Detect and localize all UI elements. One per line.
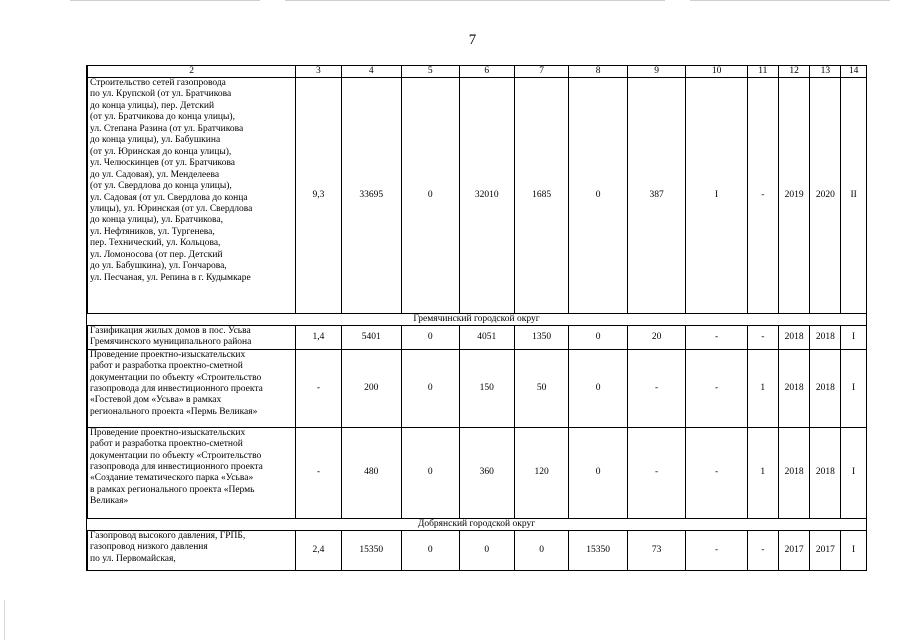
cell-value: 0 — [569, 427, 628, 518]
row-description — [88, 326, 296, 350]
cell-value: 2,4 — [296, 530, 341, 570]
description-line: Гремячинского муниципального района — [90, 337, 252, 348]
cell-value: I — [841, 427, 867, 518]
scan-edge-line — [690, 0, 890, 1]
description-line: Проведение проектно-изыскательских — [90, 349, 246, 360]
description-line: документации по объекту «Строительство — [90, 450, 262, 461]
description-line: Великая» — [90, 496, 129, 507]
cell-value: - — [296, 349, 341, 427]
column-number: 14 — [841, 66, 867, 78]
section-title: Добрянский городской округ — [87, 518, 867, 530]
column-number: 6 — [459, 66, 514, 78]
description-line: в рамках регионального проекта «Пермь — [90, 484, 255, 495]
cell-value: - — [686, 326, 748, 350]
description-line: ул. Нефтяников, ул. Тургенева, — [90, 226, 215, 237]
column-number: 10 — [686, 66, 748, 78]
cell-value: - — [627, 427, 686, 518]
section-header-row — [87, 314, 867, 326]
cell-value: 0 — [459, 530, 514, 570]
cell-value: 2020 — [810, 78, 841, 314]
column-number: 3 — [296, 66, 341, 78]
column-number: 4 — [341, 66, 402, 78]
description-line: «Гостевой дом «Усьва» в рамках — [90, 395, 222, 406]
description-line: «Создание тематического парка «Усьва» — [90, 473, 254, 484]
gas-pipeline-table — [86, 65, 867, 571]
description-line: ул. Степана Разина (от ул. Братчикова — [90, 123, 244, 134]
cell-value: 9,3 — [296, 78, 341, 314]
cell-value: 0 — [402, 326, 459, 350]
cell-value: 0 — [569, 78, 628, 314]
cell-value: 0 — [402, 427, 459, 518]
description-line: пер. Технический, ул. Кольцова, — [90, 238, 221, 249]
column-number: 13 — [810, 66, 841, 78]
description-line: ул. Челюскинцев (от ул. Братчикова — [90, 158, 236, 169]
cell-value: 387 — [627, 78, 686, 314]
cell-value: 73 — [627, 530, 686, 570]
description-line: документации по объекту «Строительство — [90, 372, 262, 383]
cell-value: 480 — [341, 427, 402, 518]
cell-value: 5401 — [341, 326, 402, 350]
cell-value: 1350 — [514, 326, 568, 350]
cell-value: 2018 — [810, 326, 841, 350]
cell-value: 2018 — [810, 427, 841, 518]
cell-value: 1,4 — [296, 326, 341, 350]
cell-value: 0 — [514, 530, 568, 570]
cell-value: 1685 — [514, 78, 568, 314]
cell-value: I — [686, 78, 748, 314]
column-number: 5 — [402, 66, 459, 78]
column-number: 9 — [627, 66, 686, 78]
column-number: 7 — [514, 66, 568, 78]
cell-value: 0 — [402, 349, 459, 427]
cell-value: - — [686, 349, 748, 427]
cell-value: 4051 — [459, 326, 514, 350]
description-line: по ул. Крупской (от ул. Братчикова — [90, 89, 232, 100]
page-number: 7 — [468, 32, 477, 48]
cell-value: I — [841, 530, 867, 570]
cell-value: 0 — [569, 349, 628, 427]
cell-value: 120 — [514, 427, 568, 518]
description-line: (от ул. Свердлова до конца улицы), — [90, 181, 232, 192]
scan-edge-line — [70, 0, 260, 1]
cell-value: 2018 — [810, 349, 841, 427]
row-description — [88, 530, 296, 570]
description-line: до конца улицы), ул. Бабушкина — [90, 135, 221, 146]
description-line: ул. Песчаная, ул. Репина в г. Кудымкаре — [90, 272, 251, 283]
description-line: Газопровод высокого давления, ГРПБ, — [90, 530, 246, 541]
cell-value: - — [627, 349, 686, 427]
description-line: по ул. Первомайская, — [90, 553, 176, 564]
cell-value: 1 — [747, 427, 778, 518]
cell-value: 150 — [459, 349, 514, 427]
description-line: (от ул. Братчикова до конца улицы), — [90, 112, 235, 123]
cell-value: II — [841, 78, 867, 314]
description-line: газопровода для инвестиционного проекта — [90, 462, 263, 473]
row-description — [88, 349, 296, 427]
description-line: газопровод низкого давления — [90, 542, 208, 553]
section-header-row — [87, 518, 867, 530]
section-title: Гремячинский городской округ — [87, 314, 867, 326]
cell-value: 200 — [341, 349, 402, 427]
cell-value: 15350 — [341, 530, 402, 570]
description-line: работ и разработка проектно-сметной — [90, 361, 243, 372]
column-number: 8 — [569, 66, 628, 78]
description-line: до ул. Бабушкина), ул. Гончарова, — [90, 261, 227, 272]
table-row — [87, 78, 867, 314]
cell-value: - — [747, 530, 778, 570]
table-row — [87, 427, 867, 518]
cell-value: I — [841, 349, 867, 427]
description-line: работ и разработка проектно-сметной — [90, 439, 243, 450]
column-number: 12 — [778, 66, 810, 78]
cell-value: 2018 — [778, 326, 810, 350]
description-line: регионального проекта «Пермь Великая» — [90, 406, 258, 417]
description-line: Строительство сетей газопровода — [90, 78, 226, 88]
cell-value: 33695 — [341, 78, 402, 314]
table-row — [87, 530, 867, 570]
cell-value: 50 — [514, 349, 568, 427]
description-line: до конца улицы), пер. Детский — [90, 100, 215, 111]
table-row — [87, 349, 867, 427]
cell-value: 0 — [402, 530, 459, 570]
cell-value: 2018 — [778, 427, 810, 518]
cell-value: - — [747, 326, 778, 350]
cell-value: - — [686, 530, 748, 570]
cell-value: 1 — [747, 349, 778, 427]
description-line: до ул. Садовая), ул. Менделеева — [90, 169, 220, 180]
description-line: Проведение проектно-изыскательских — [90, 427, 246, 438]
description-line: улицы), ул. Юринская (от ул. Свердлова — [90, 203, 253, 214]
cell-value: - — [747, 78, 778, 314]
cell-value: 20 — [627, 326, 686, 350]
description-line: до конца улицы), ул. Братчикова, — [90, 215, 224, 226]
scan-edge-line — [285, 0, 665, 1]
cell-value: 2017 — [778, 530, 810, 570]
row-description — [88, 78, 296, 314]
cell-value: 2018 — [778, 349, 810, 427]
cell-value: 0 — [402, 78, 459, 314]
cell-value: I — [841, 326, 867, 350]
table-header-row — [87, 66, 867, 78]
column-number: 2 — [88, 66, 296, 78]
column-number: 11 — [747, 66, 778, 78]
description-line: (от ул. Юринская до конца улицы), — [90, 146, 232, 157]
row-description — [88, 427, 296, 518]
cell-value: 15350 — [569, 530, 628, 570]
cell-value: 360 — [459, 427, 514, 518]
scan-edge-line — [4, 600, 5, 640]
description-line: ул. Садовая (от ул. Свердлова до конца — [90, 192, 248, 203]
cell-value: 2017 — [810, 530, 841, 570]
table-row — [87, 326, 867, 350]
description-line: Газификация жилых домов в пос. Усьва — [90, 326, 251, 336]
cell-value: 32010 — [459, 78, 514, 314]
cell-value: - — [296, 427, 341, 518]
description-line: газопровода для инвестиционного проекта — [90, 384, 263, 395]
cell-value: - — [686, 427, 748, 518]
cell-value: 0 — [569, 326, 628, 350]
description-line: ул. Ломоносова (от пер. Детский — [90, 249, 223, 260]
cell-value: 2019 — [778, 78, 810, 314]
